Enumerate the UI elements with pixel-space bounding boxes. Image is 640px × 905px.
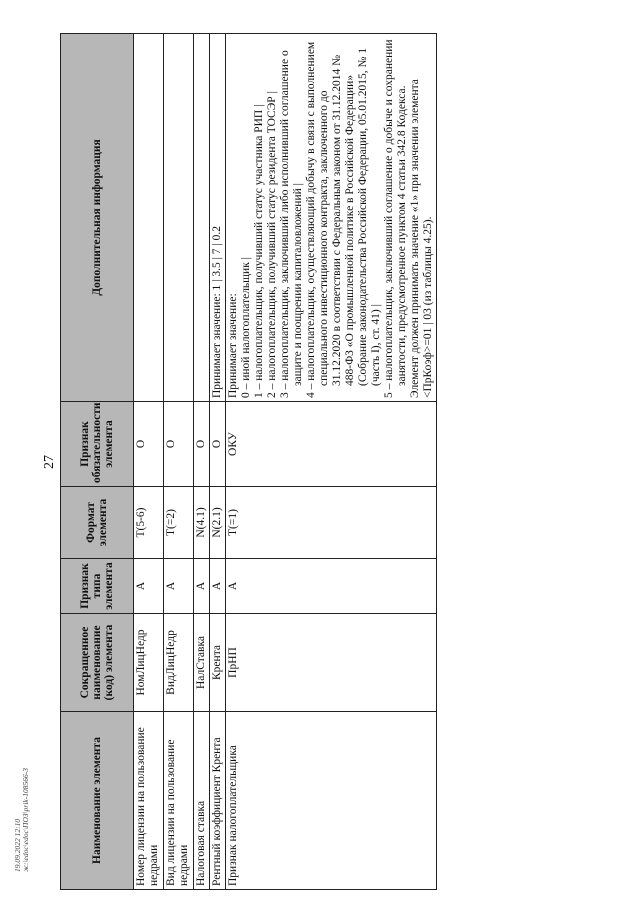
cell-name: Рентный коэффициент Крента bbox=[210, 712, 226, 890]
header-required: Признак обязательности элемента bbox=[61, 402, 134, 487]
footer-timestamp: 19.09.2022 12:10 bbox=[13, 818, 22, 872]
prnp-note: Элемент должен принимать значение «1» при значении элемента <ПрКоэф>=01 | 03 (из таблицы 4.25). bbox=[409, 79, 434, 398]
elements-table bbox=[60, 33, 437, 890]
cell-type: А bbox=[226, 559, 437, 614]
cell-required: О bbox=[134, 402, 164, 487]
cell-required: О bbox=[164, 402, 194, 487]
cell-type: А bbox=[210, 559, 226, 614]
header-name: Наименование элемента bbox=[61, 712, 134, 890]
cell-info bbox=[134, 34, 164, 402]
cell-format: N(2.1) bbox=[210, 487, 226, 559]
list-item: 3 – налогоплательщик, заключивший либо исполнивший соглашение о защите и поощрении капиталовложений | bbox=[279, 50, 304, 398]
list-item: 2 – налогоплательщик, получивший статус резидента ТОСЭР | bbox=[266, 91, 278, 398]
table-header-row bbox=[61, 34, 134, 890]
cell-format: N(4.1) bbox=[194, 487, 210, 559]
prnp-values-list bbox=[240, 37, 409, 398]
cell-format: T(=1) bbox=[226, 487, 437, 559]
page-number: 27 bbox=[42, 455, 57, 469]
list-item: 0 – иной налогоплательщик | bbox=[240, 257, 252, 398]
cell-info bbox=[194, 34, 210, 402]
cell-code: НомЛицНедр bbox=[134, 614, 164, 712]
cell-required: О bbox=[194, 402, 210, 487]
cell-name: Вид лицензии на пользование недрами bbox=[164, 712, 194, 890]
cell-type: А bbox=[194, 559, 210, 614]
prnp-intro: Принимает значение: bbox=[227, 293, 239, 398]
cell-name: Признак налогоплательщика bbox=[226, 712, 437, 890]
cell-type: А bbox=[164, 559, 194, 614]
table-row bbox=[164, 34, 194, 890]
list-item: 1 – налогоплательщик, получивший статус участника РИП | bbox=[253, 104, 265, 398]
cell-required: ОКУ bbox=[226, 402, 437, 487]
cell-code: ПрНП bbox=[226, 614, 437, 712]
cell-format: T(5-6) bbox=[134, 487, 164, 559]
cell-required: О bbox=[210, 402, 226, 487]
table-row bbox=[134, 34, 164, 890]
cell-info bbox=[164, 34, 194, 402]
cell-format: T(=2) bbox=[164, 487, 194, 559]
table-row bbox=[210, 34, 226, 890]
header-type: Признак типа элемента bbox=[61, 559, 134, 614]
header-format: Формат элемента bbox=[61, 487, 134, 559]
footer-path: ж:\edoc\edoc\ПОЗ\prik-108566-3 bbox=[21, 768, 30, 872]
table-row bbox=[194, 34, 210, 890]
cell-code: Крента bbox=[210, 614, 226, 712]
list-item: 5 – налогоплательщик, заключивший соглашение о добыче и сохранении занятости, предусмотренное пунктом 4 статьи 342.8 Кодекса. bbox=[383, 39, 408, 398]
rotated-page bbox=[42, 34, 568, 890]
table-row bbox=[226, 34, 437, 890]
header-code: Сокращенное наименование (код) элемента bbox=[61, 614, 134, 712]
cell-code: ВидЛицНедр bbox=[164, 614, 194, 712]
list-item: 4 – налогоплательщик, осуществляющий добычу в связи с выполнением специального инвестиционного контракта, заключенного до 31.12.2020 в соответствии с Федеральным законом от 31.12.2014 № 488-ФЗ «О промышленной политике в Российской Федерации» (Собрание законодательства Российской Федерации, 05.01.2015, № 1 (часть I), ст. 41) | bbox=[305, 41, 382, 398]
cell-type: А bbox=[134, 559, 164, 614]
header-info: Дополнительная информация bbox=[61, 34, 134, 402]
cell-info: Принимает значение: 1 | 3.5 | 7 | 0.2 bbox=[210, 34, 226, 402]
cell-info-prnp bbox=[226, 34, 437, 402]
cell-name: Налоговая ставка bbox=[194, 712, 210, 890]
cell-name: Номер лицензии на пользование недрами bbox=[134, 712, 164, 890]
document-footer bbox=[14, 712, 30, 872]
cell-code: НалСтавка bbox=[194, 614, 210, 712]
